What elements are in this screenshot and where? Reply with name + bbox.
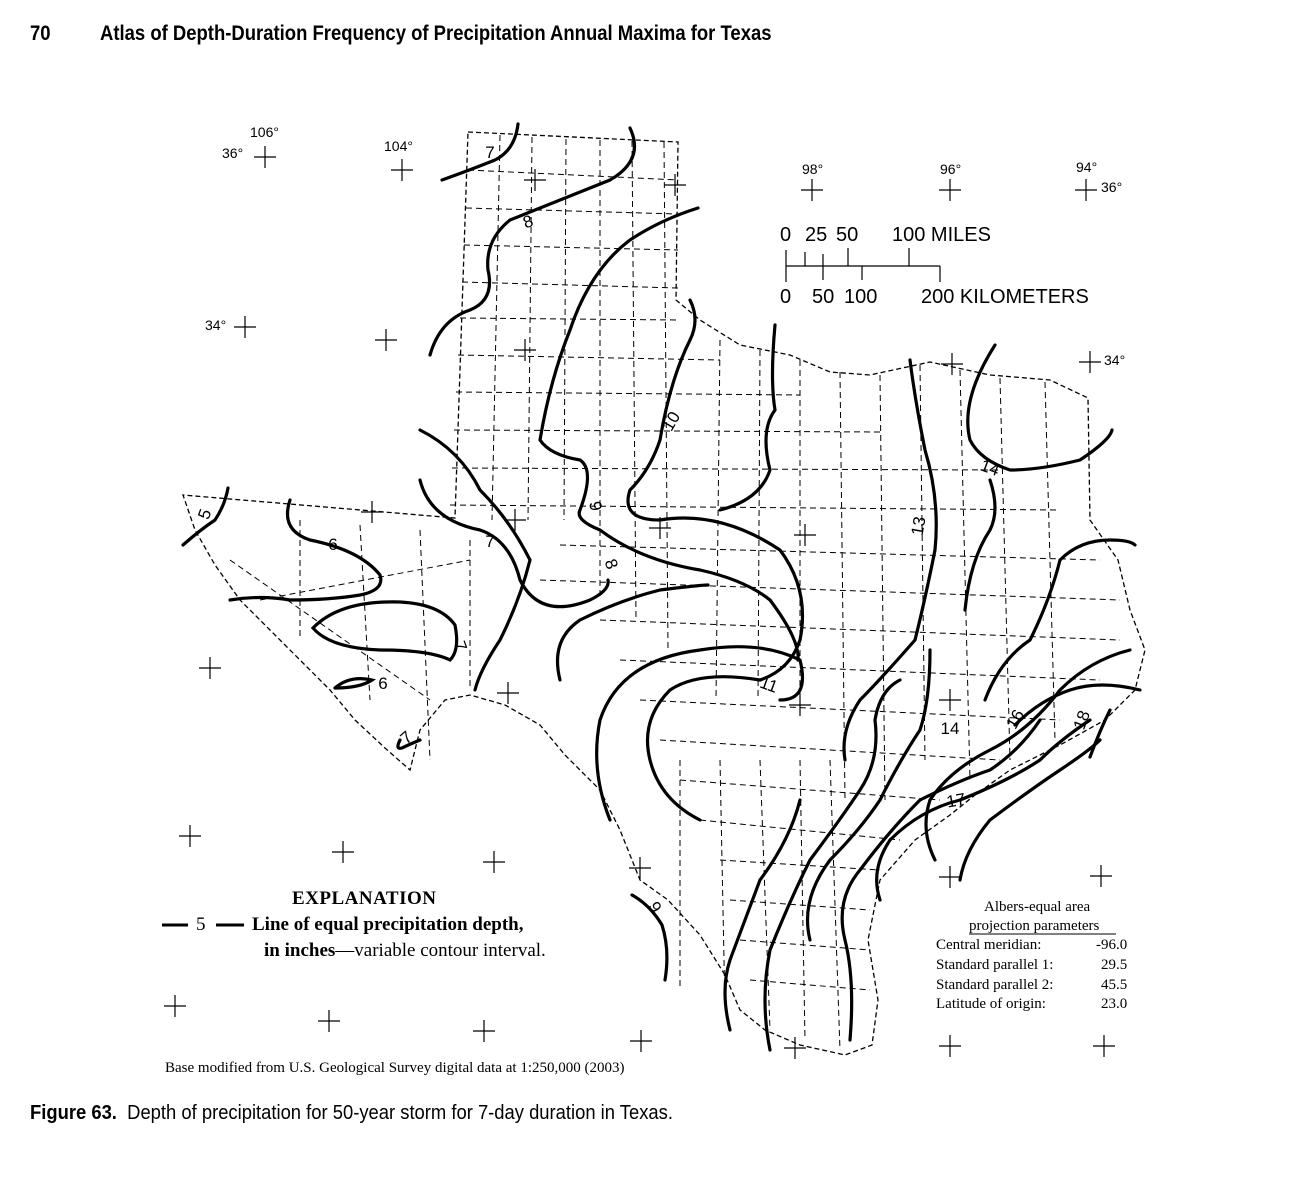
graticule-cross [1090,865,1112,887]
graticule-cross [254,146,276,168]
contour-label: 8 [600,556,622,572]
longitude-label-96: 96° [940,161,962,177]
projection-row-value: -96.0 [1096,937,1128,953]
graticule-cross [1075,179,1097,201]
graticule-cross [784,1037,806,1059]
contour-label: 9 [644,898,666,917]
contour-label: 7 [449,638,471,654]
figure-caption [30,1102,673,1125]
contour-label: 16 [1002,706,1029,733]
graticule-cross [375,329,397,351]
contour-label: 6 [328,535,338,554]
contour-label: 18 [1069,707,1094,733]
graticule-cross [939,689,961,711]
figure-label: Figure 63. [30,1102,117,1124]
contour-label: 7 [396,727,417,749]
scale-miles-100: 100 MILES [892,224,991,246]
explanation-line2-bold: in inches [264,940,336,961]
longitude-label-106: 106° [250,124,279,140]
scale-miles-25: 25 [805,224,828,246]
graticule-cross [664,174,686,196]
graticule-cross [179,825,201,847]
scale-bar [786,248,940,282]
latitude-label-34-west: 34° [205,317,227,333]
contour-label: 13 [907,515,930,538]
running-title: Atlas of Depth-Duration Frequency of Precipitation Annual Maxima for Texas [100,22,772,45]
graticule-cross [939,866,961,888]
graticule-cross [630,1030,652,1052]
projection-row-value: 45.5 [1101,977,1128,993]
contour-label: 10 [658,408,685,435]
graticule-cross [801,179,823,201]
scale-km-200: 200 KILOMETERS [921,286,1089,308]
graticule-cross [391,159,413,181]
explanation-line2 [264,940,546,962]
contour-label: 14 [977,455,1003,480]
explanation-title: EXPLANATION [292,888,437,909]
figure-caption-text: Depth of precipitation for 50-year storm for 7-day duration in Texas. [127,1102,673,1124]
contour-label: 6 [378,674,388,693]
contour-label: 7 [485,143,495,162]
projection-title-line1: Albers-equal area [984,899,1091,915]
latitude-label-36-east: 36° [1101,179,1123,195]
projection-row-label: Standard parallel 1: [936,957,1054,973]
graticule-cross [497,682,519,704]
graticule-cross [524,169,546,191]
graticule-cross [318,1010,340,1032]
contour-label: 5 [194,506,216,522]
graticule-cross [1079,351,1101,373]
longitude-label-104: 104° [384,138,413,154]
graticule-cross [1093,1035,1115,1057]
scale-km-100: 100 [844,286,878,308]
explanation-line2-rest: —variable contour interval. [335,940,546,961]
longitude-label-98: 98° [802,161,824,177]
projection-row-value: 29.5 [1101,957,1128,973]
contour-label: 9 [585,499,606,513]
contour-label: 17 [945,789,968,812]
page-number: 70 [30,22,51,45]
graticule-cross [164,995,186,1017]
explanation-symbol-value: 5 [196,914,206,935]
graticule-cross [483,851,505,873]
projection-row-value: 23.0 [1101,996,1128,1012]
longitude-label-94: 94° [1076,159,1098,175]
scale-miles-50: 50 [836,224,859,246]
contour-label: 8 [520,211,536,233]
graticule-cross [514,339,536,361]
projection-row-label: Latitude of origin: [936,996,1046,1012]
graticule-cross [939,179,961,201]
explanation-line1: Line of equal precipitation depth, [252,914,524,935]
graticule-cross [234,316,256,338]
graticule-cross [794,524,816,546]
projection-title-line2: projection parameters [969,918,1100,934]
graticule-cross [629,857,651,879]
contour-label: 11 [757,672,781,697]
graticule-cross [473,1020,495,1042]
contour-label: 14 [940,719,960,738]
graticule-cross [361,501,383,523]
scale-km-50: 50 [812,286,835,308]
scale-km-0: 0 [780,286,792,308]
projection-row-label: Central meridian: [936,937,1042,953]
base-data-note: Base modified from U.S. Geological Survey digital data at 1:250,000 (2003) [165,1060,625,1076]
graticule-cross [199,657,221,679]
contour-label: 7 [485,532,495,551]
projection-row-label: Standard parallel 2: [936,977,1054,993]
latitude-label-34-east: 34° [1104,352,1126,368]
graticule-cross [332,841,354,863]
latitude-label-36-west: 36° [222,145,244,161]
graticule-cross [939,1035,961,1057]
scale-miles-0: 0 [780,224,792,246]
